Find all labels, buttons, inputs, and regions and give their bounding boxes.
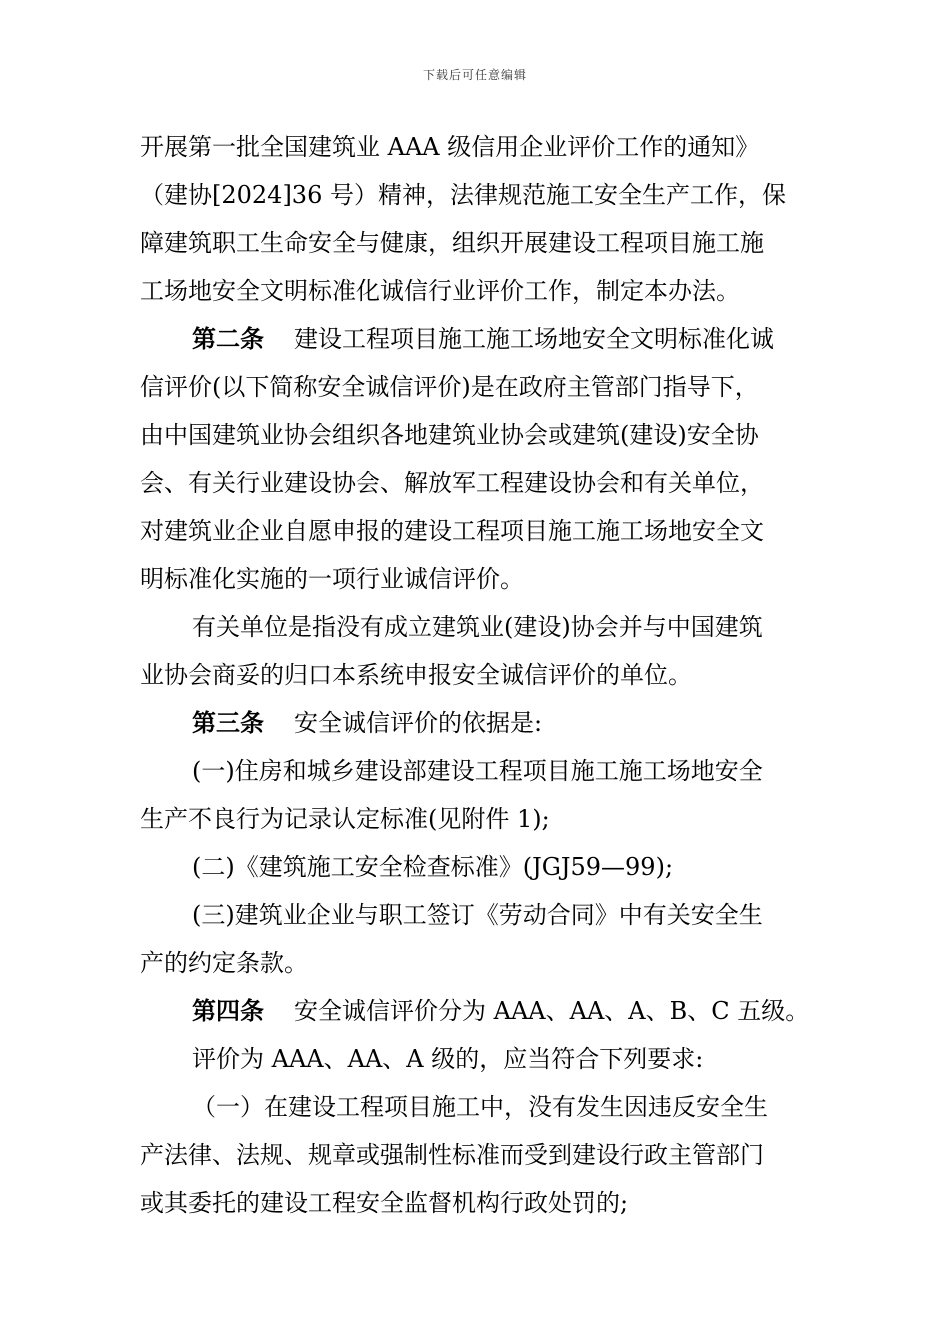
article-paragraph xyxy=(192,997,809,1025)
body-line: （一）在建设工程项目施工中，没有发生因违反安全生 xyxy=(192,1093,768,1121)
body-line: 或其委托的建设工程安全监督机构行政处罚的; xyxy=(140,1189,629,1217)
article-paragraph xyxy=(192,325,774,353)
article-heading: 第二条 xyxy=(192,324,264,353)
body-line: 对建筑业企业自愿申报的建设工程项目施工施工场地安全文 xyxy=(140,517,764,545)
article-heading: 第四条 xyxy=(192,996,264,1025)
article-paragraph xyxy=(192,709,542,737)
body-line: 产法律、法规、规章或强制性标准而受到建设行政主管部门 xyxy=(140,1141,764,1169)
body-line: 产的约定条款。 xyxy=(140,949,308,977)
article-heading: 第三条 xyxy=(192,708,264,737)
body-line: 生产不良行为记录认定标准(见附件 1); xyxy=(140,805,550,833)
page-header: 下载后可任意编辑 xyxy=(422,68,527,82)
body-line: 信评价(以下简称安全诚信评价)是在政府主管部门指导下， xyxy=(140,373,759,401)
body-line: 有关单位是指没有成立建筑业(建设)协会并与中国建筑 xyxy=(192,613,763,641)
body-line: 会、有关行业建设协会、解放军工程建设协会和有关单位， xyxy=(140,469,764,497)
body-line: 开展第一批全国建筑业 AAA 级信用企业评价工作的通知》 xyxy=(140,133,760,161)
body-line: 由中国建筑业协会组织各地建筑业协会或建筑(建设)安全协 xyxy=(140,421,759,449)
body-line: 工场地安全文明标准化诚信行业评价工作，制定本办法。 xyxy=(140,277,740,305)
body-text: 建设工程项目施工施工场地安全文明标准化诚 xyxy=(294,325,774,353)
body-line: (一)住房和城乡建设部建设工程项目施工施工场地安全 xyxy=(192,757,763,785)
body-line: 业协会商妥的归口本系统申报安全诚信评价的单位。 xyxy=(140,661,692,689)
body-line: 障建筑职工生命安全与健康，组织开展建设工程项目施工施 xyxy=(140,229,764,257)
body-line: (三)建筑业企业与职工签订《劳动合同》中有关安全生 xyxy=(192,901,763,929)
body-line: （建协[2024]36 号）精神，法律规范施工安全生产工作，保 xyxy=(140,181,786,209)
body-line: (二)《建筑施工安全检查标准》(JGJ59—99); xyxy=(192,853,674,881)
body-line: 明标准化实施的一项行业诚信评价。 xyxy=(140,565,524,593)
body-line: 评价为 AAA、AA、A 级的，应当符合下列要求: xyxy=(192,1045,704,1073)
body-text: 安全诚信评价的依据是: xyxy=(294,709,543,737)
body-text: 安全诚信评价分为 AAA、AA、A、B、C 五级。 xyxy=(294,997,810,1025)
